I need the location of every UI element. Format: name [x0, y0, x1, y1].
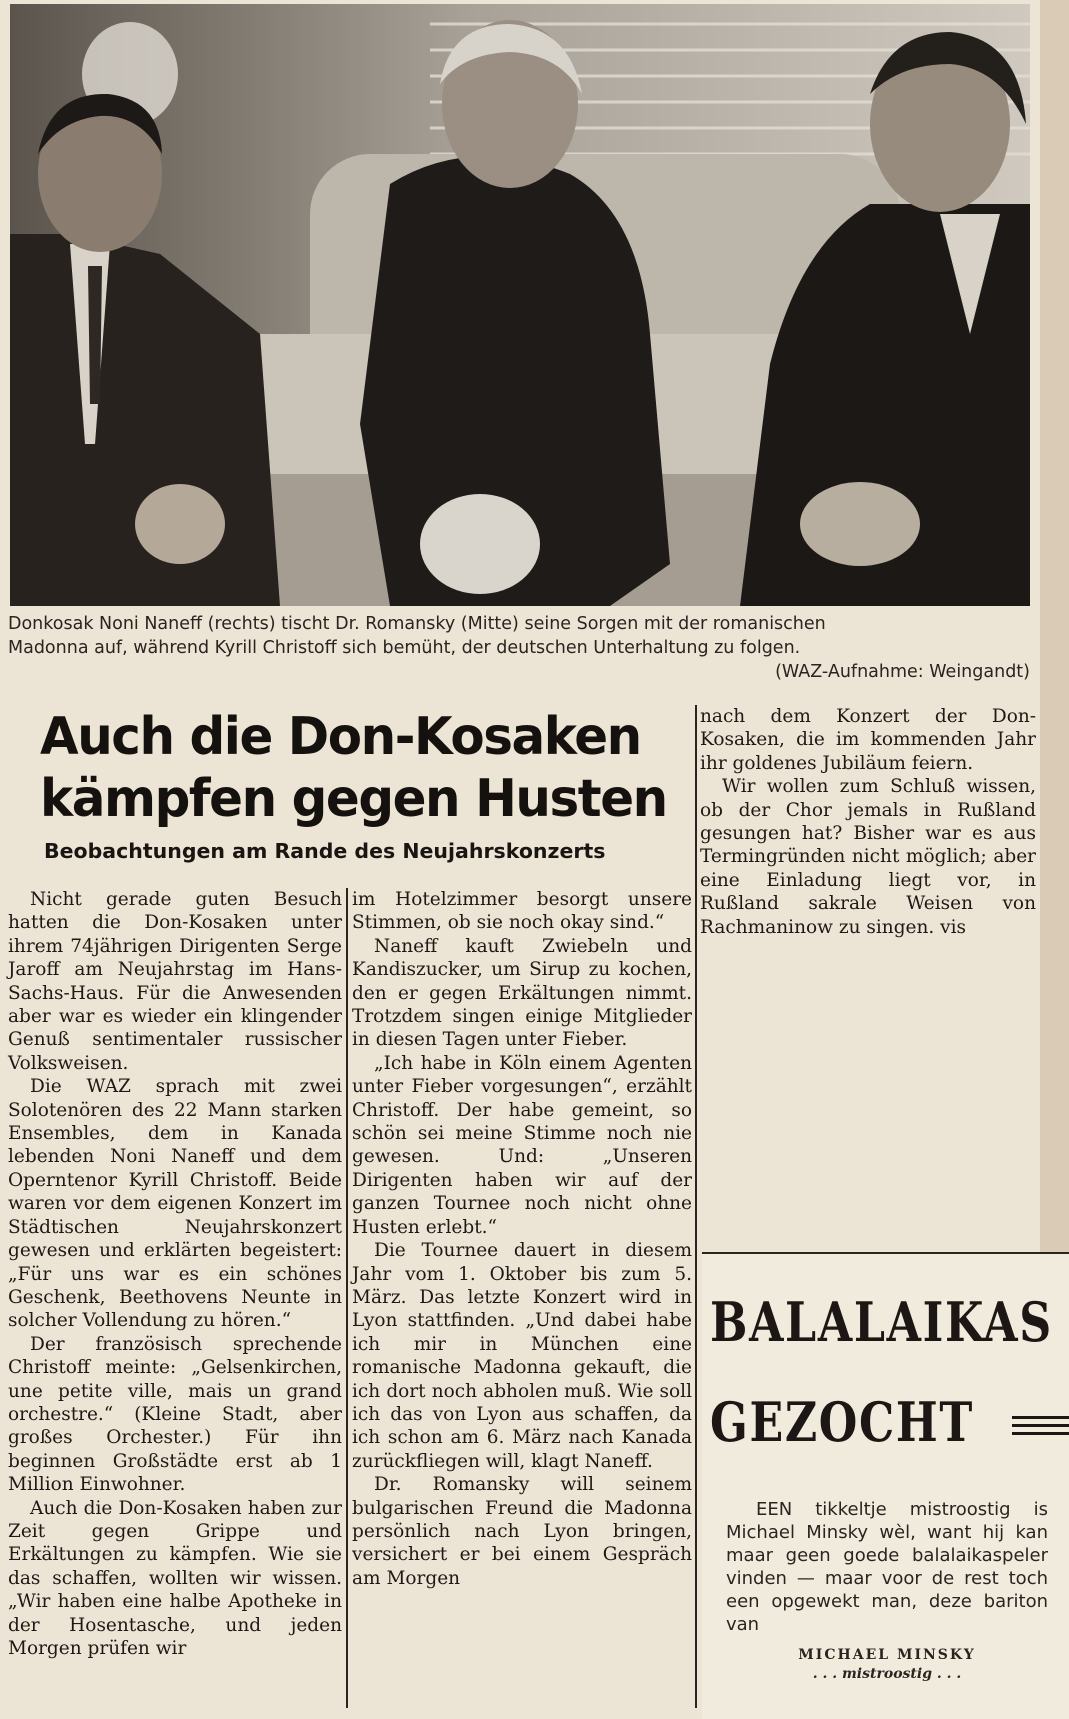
paragraph: Naneff kauft Zwiebeln und Kandiszucker, um Sirup zu kochen, den er gegen Erkältungen nimmt. Trotzdem singen einige Mitglieder in diesen Tagen unter Fieber.	[352, 935, 692, 1051]
paragraph: Dr. Romansky will seinem bulgarischen Freund die Madonna persönlich nach Lyon bringen, versichert er bei einem Gespräch am Morgen	[352, 1474, 692, 1589]
signature-tag: . . . mistroostig . . .	[812, 1666, 962, 1682]
paragraph: nach dem Konzert der Don-Kosaken, die im kommenden Jahr ihr goldenes Jubiläum feiern.	[700, 706, 1036, 774]
top-rule	[702, 1252, 1069, 1254]
article-column-2	[352, 888, 692, 1590]
paragraph: EEN tikkeltje mistroostig is Michael Minsky wèl, want hij kan maar geen goede balalaikaspeler vinden — maar voor de rest toch een opgewekt man, deze bariton van	[726, 1499, 1048, 1635]
paragraph: „Ich habe in Köln einem Agenten unter Fieber vorgesungen“, erzählt Christoff. Der habe gemeint, so schön sei meine Stimme noch nie gewesen. Und: „Unseren Dirigenten haben wir auf der ganzen Tournee noch nicht ohne Husten erlebt.“	[352, 1052, 692, 1238]
paragraph: Auch die Don-Kosaken haben zur Zeit gegen Grippe und Erkältungen zu kämpfen. Wie sie das schaffen, wollten wir wissen. „Wir haben eine halbe Apotheke in der Hosentasche, und jeden Morgen prüfen wir	[8, 1497, 342, 1659]
article-column-3	[700, 705, 1036, 939]
signature-name: MICHAEL MINSKY	[798, 1647, 976, 1663]
article-headline	[40, 706, 667, 830]
headline-line-2: kämpfen gegen Husten	[40, 769, 667, 829]
fragment-body	[726, 1498, 1048, 1636]
caption-line-2: Madonna auf, während Kyrill Christoff sich bemüht, der deutschen Unterhaltung zu folgen.	[8, 638, 801, 658]
paragraph: Nicht gerade guten Besuch hatten die Don-Kosaken unter ihrem 74jährigen Dirigenten Serge Jaroff am Neujahrstag im Hans-Sachs-Haus. Für die Anwesenden aber war es wieder ein klingender Genuß sentimentaler russischer Volksweisen.	[8, 889, 342, 1074]
article-subheadline: Beobachtungen am Rande des Neujahrskonzerts	[44, 839, 606, 863]
fragment-title-line-1: BALALAIKAS	[710, 1290, 1053, 1354]
article-column-1	[8, 888, 342, 1660]
photo-signature	[742, 1646, 1032, 1684]
paragraph: Die WAZ sprach mit zwei Solotenören des 22 Mann starken Ensembles, dem in Kanada lebenden Noni Naneff und dem Operntenor Kyrill Christoff. Beide waren vor dem eigenen Konzert im Städtischen Neujahrskonzert gewesen und erklärten begeistert: „Für uns war es ein schönes Geschenk, Beethovens Neunte in solcher Vollendung zu hören.“	[8, 1076, 342, 1332]
fragment-title-line-2: GEZOCHT	[710, 1390, 974, 1454]
paragraph: Der französisch sprechende Christoff meinte: „Gelsenkirchen, une petite ville, mais un grand orchestre.“ (Kleine Stadt, aber großes Orchester.) Für ihn beginnen Großstädte erst ab 1 Million Einwohner.	[8, 1333, 342, 1496]
photo-credit: (WAZ-Aufnahme: Weingandt)	[775, 662, 1030, 682]
paragraph: Die Tournee dauert in diesem Jahr vom 1. Oktober bis zum 5. März. Das letzte Konzert wird in Lyon stattfinden. „Und dabei habe ich mir in München eine romanische Madonna gekauft, die ich dort noch abholen muß. Wie soll ich das von Lyon aus schaffen, da ich schon am 6. März nach Kanada zurückfliegen will, klagt Naneff.	[352, 1240, 692, 1472]
photo-caption	[8, 612, 1030, 684]
paragraph: im Hotelzimmer besorgt unsere Stimmen, ob sie noch okay sind.“	[352, 889, 692, 934]
press-photo	[10, 4, 1030, 606]
caption-line-1: Donkosak Noni Naneff (rechts) tischt Dr. Romansky (Mitte) seine Sorgen mit der romanischen	[8, 614, 826, 634]
column-divider	[695, 705, 697, 1708]
column-divider	[346, 888, 348, 1708]
balalaika-article-fragment	[702, 1252, 1069, 1719]
photo-illustration	[10, 4, 1030, 606]
title-rules	[1012, 1416, 1069, 1440]
headline-line-1: Auch die Don-Kosaken	[40, 707, 641, 767]
paragraph: Wir wollen zum Schluß wissen, ob der Chor jemals in Rußland gesungen hat? Bisher war es aus Termingründen nicht möglich; aber eine Einladung liegt vor, in Rußland sakrale Weisen von Rachmaninow zu singen. vis	[700, 776, 1036, 938]
